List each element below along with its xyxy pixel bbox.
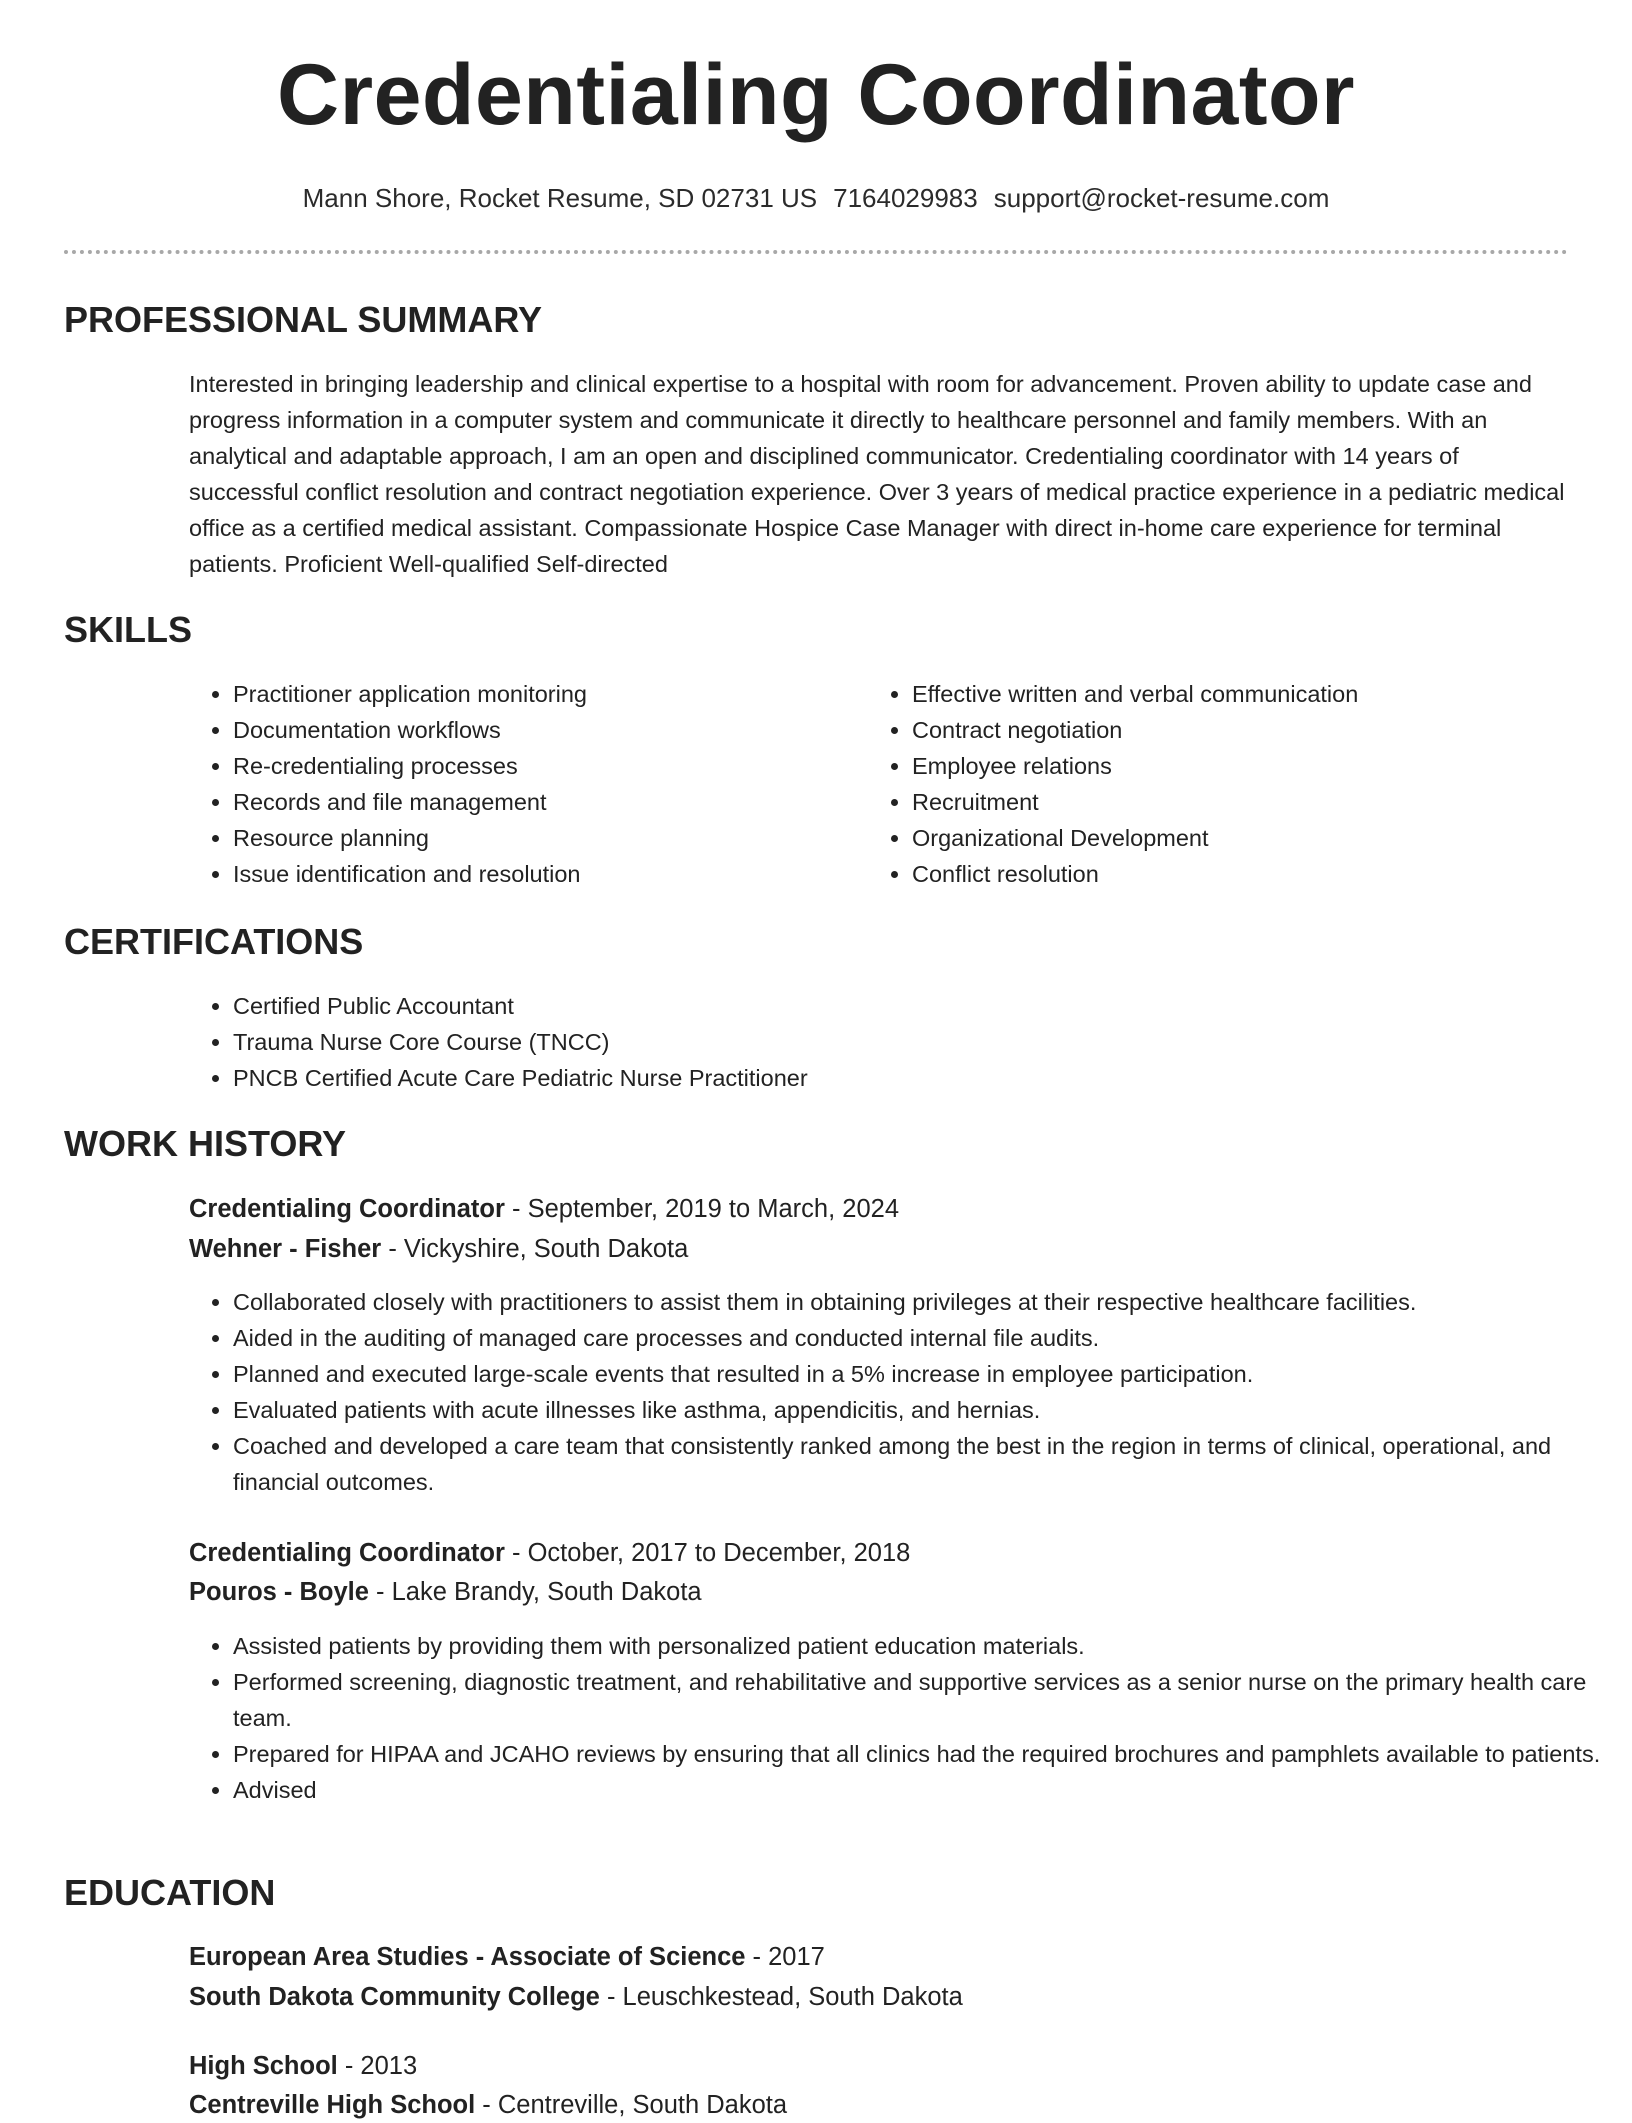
job-2-title-line xyxy=(189,1535,910,1571)
skill-item: • Resource planning xyxy=(233,820,853,856)
header-divider xyxy=(64,250,1568,254)
skill-item: • Recruitment xyxy=(912,784,1592,820)
job-2-role: Credentialing Coordinator xyxy=(189,1539,505,1567)
education-2-school: Centreville High School xyxy=(189,2091,476,2119)
candidate-title: Credentialing Coordinator xyxy=(277,47,1355,143)
job-bullet: • Performed screening, diagnostic treatment, and rehabilitative and supportive services as a senior nurse on the primary health care team. xyxy=(233,1664,1613,1736)
education-1-degree-line xyxy=(189,1939,825,1975)
certifications-list xyxy=(189,988,1613,1096)
summary-text: Interested in bringing leadership and clinical expertise to a hospital with room for advancement. Proven ability to update case and progress information in a computer system and communicate it directly to healthcare personnel and family members. With an analytical and adaptable approach, I am an open and disciplined communicator. Credentialing coordinator with 14 years of successful conflict resolution and contract negotiation experience. Over 3 years of medical practice experience in a pediatric medical office as a certified medical assistant. Compassionate Hospice Case Manager with direct in-home care experience for terminal patients. Proficient Well-qualified Self-directed xyxy=(189,371,1565,577)
skills-list-left xyxy=(189,676,853,892)
job-2-location: - Lake Brandy, South Dakota xyxy=(368,1578,702,1606)
job-bullet: • Evaluated patients with acute illnesses like asthma, appendicitis, and hernias. xyxy=(233,1392,1613,1428)
skill-item: • Practitioner application monitoring xyxy=(233,676,853,712)
education-heading: EDUCATION xyxy=(64,1872,276,1913)
skill-item: • Issue identification and resolution xyxy=(233,856,853,892)
contact-email[interactable]: support@rocket-resume.com xyxy=(993,183,1330,213)
education-2-school-line xyxy=(189,2087,787,2123)
job-1-role: Credentialing Coordinator xyxy=(189,1195,505,1223)
job-bullet: • Aided in the auditing of managed care processes and conducted internal file audits. xyxy=(233,1320,1613,1356)
certification-item: • Trauma Nurse Core Course (TNCC) xyxy=(233,1024,1613,1060)
skill-item: • Effective written and verbal communication xyxy=(912,676,1592,712)
education-1-school: South Dakota Community College xyxy=(189,1983,600,2011)
certification-item: • Certified Public Accountant xyxy=(233,988,1613,1024)
skill-item: • Documentation workflows xyxy=(233,712,853,748)
job-1-title-line xyxy=(189,1191,899,1227)
job-2-company: Pouros - Boyle xyxy=(189,1578,369,1606)
job-2-bullets xyxy=(189,1628,1613,1808)
skills-heading: SKILLS xyxy=(64,609,193,650)
education-2-degree-line xyxy=(189,2048,417,2084)
job-bullet: • Assisted patients by providing them with personalized patient education materials. xyxy=(233,1628,1613,1664)
education-1-degree: European Area Studies - Associate of Science xyxy=(189,1943,746,1971)
job-bullet: • Prepared for HIPAA and JCAHO reviews by ensuring that all clinics had the required brochures and pamphlets available to patients. xyxy=(233,1736,1613,1772)
skill-item: • Re-credentialing processes xyxy=(233,748,853,784)
job-1-company-line xyxy=(189,1231,688,1267)
job-1-company: Wehner - Fisher xyxy=(189,1235,382,1263)
contact-line xyxy=(0,182,1632,214)
job-2-company-line xyxy=(189,1574,702,1610)
certifications-heading: CERTIFICATIONS xyxy=(64,921,364,962)
education-2-location: - Centreville, South Dakota xyxy=(475,2091,788,2119)
job-1-location: - Vickyshire, South Dakota xyxy=(381,1235,689,1263)
contact-phone: 7164029983 xyxy=(833,183,978,213)
job-bullet: • Advised xyxy=(233,1772,1613,1808)
job-1-dates: - September, 2019 to March, 2024 xyxy=(504,1195,900,1223)
education-1-location: - Leuschkestead, South Dakota xyxy=(599,1983,963,2011)
job-bullet: • Planned and executed large-scale events that resulted in a 5% increase in employee participation. xyxy=(233,1356,1613,1392)
certification-item: • PNCB Certified Acute Care Pediatric Nurse Practitioner xyxy=(233,1060,1613,1096)
skill-item: • Contract negotiation xyxy=(912,712,1592,748)
skill-item: • Records and file management xyxy=(233,784,853,820)
job-bullet: • Collaborated closely with practitioners to assist them in obtaining privileges at their respective healthcare facilities. xyxy=(233,1284,1613,1320)
job-2-dates: - October, 2017 to December, 2018 xyxy=(504,1539,911,1567)
job-bullet: • Coached and developed a care team that consistently ranked among the best in the region in terms of clinical, operational, and financial outcomes. xyxy=(233,1428,1613,1500)
education-2-year: - 2013 xyxy=(337,2052,418,2080)
skill-item: • Employee relations xyxy=(912,748,1592,784)
education-1-year: - 2017 xyxy=(745,1943,825,1971)
skill-item: • Organizational Development xyxy=(912,820,1592,856)
summary-heading: PROFESSIONAL SUMMARY xyxy=(64,299,543,340)
contact-address: Mann Shore, Rocket Resume, SD 02731 US xyxy=(302,183,818,213)
skill-item: • Conflict resolution xyxy=(912,856,1592,892)
education-2-degree: High School xyxy=(189,2052,338,2080)
skills-list-right xyxy=(868,676,1592,892)
work-history-heading: WORK HISTORY xyxy=(64,1123,347,1164)
education-1-school-line xyxy=(189,1979,963,2015)
job-1-bullets xyxy=(189,1284,1613,1500)
